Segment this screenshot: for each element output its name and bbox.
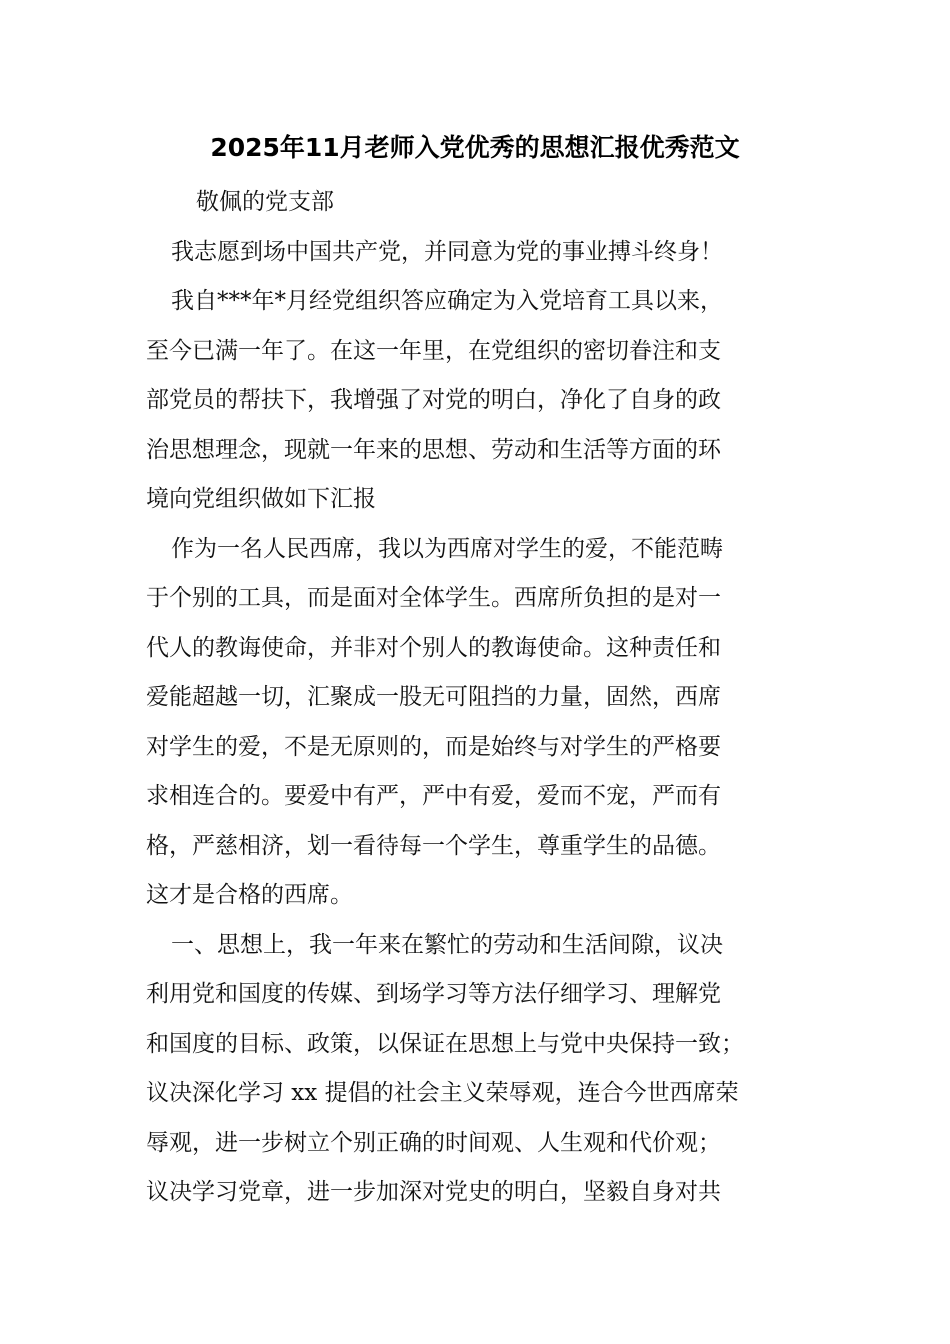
body-line: 境向党组织做如下汇报 xyxy=(146,486,376,512)
body-line: 议决深化学习 xx 提倡的社会主义荣辱观，连合今世西席荣 xyxy=(146,1080,739,1106)
body-line: 一、思想上，我一年来在繁忙的劳动和生活间隙，议决 xyxy=(171,931,723,958)
body-line: 利用党和国度的传媒、到场学习等方法仔细学习、理解党 xyxy=(146,981,721,1007)
body-line: 治思想理念，现就一年来的思想、劳动和生活等方面的环 xyxy=(146,436,721,463)
body-line: 议决学习党章，进一步加深对党史的明白，坚毅自身对共 xyxy=(146,1179,721,1205)
body-line: 辱观，进一步树立个别正确的时间观、人生观和代价观； xyxy=(146,1129,721,1156)
body-line: 于个别的工具，而是面对全体学生。西席所负担的是对一 xyxy=(146,585,721,611)
body-line: 我志愿到场中国共产党，并同意为党的事业搏斗终身！ xyxy=(171,238,723,265)
body-line: 这才是合格的西席。 xyxy=(146,882,353,908)
body-line: 我自***年*月经党组织答应确定为入党培育工具以来， xyxy=(171,288,723,314)
body-line: 作为一名人民西席，我以为西席对学生的爱，不能范畴 xyxy=(171,535,723,562)
body-line: 格，严慈相济，划一看待每一个学生，尊重学生的品德。 xyxy=(146,832,721,859)
body-line: 代人的教诲使命，并非对个别人的教诲使命。这种责任和 xyxy=(146,634,721,661)
document-body xyxy=(146,178,806,1218)
body-line: 至今已满一年了。在这一年里，在党组织的密切眷注和支 xyxy=(146,337,721,364)
salutation: 敬佩的党支部 xyxy=(196,189,334,215)
body-line: 求相连合的。要爱中有严，严中有爱，爱而不宠，严而有 xyxy=(146,783,721,809)
body-line: 部党员的帮扶下，我增强了对党的明白，净化了自身的政 xyxy=(146,387,721,413)
body-line: 和国度的目标、政策，以保证在思想上与党中央保持一致； xyxy=(146,1030,744,1057)
body-line: 爱能超越一切，汇聚成一股无可阻挡的力量，固然，西席 xyxy=(146,684,721,710)
body-line: 对学生的爱，不是无原则的，而是始终与对学生的严格要 xyxy=(146,733,721,760)
document-title: 2025年11月老师入党优秀的思想汇报优秀范文 xyxy=(210,133,740,162)
